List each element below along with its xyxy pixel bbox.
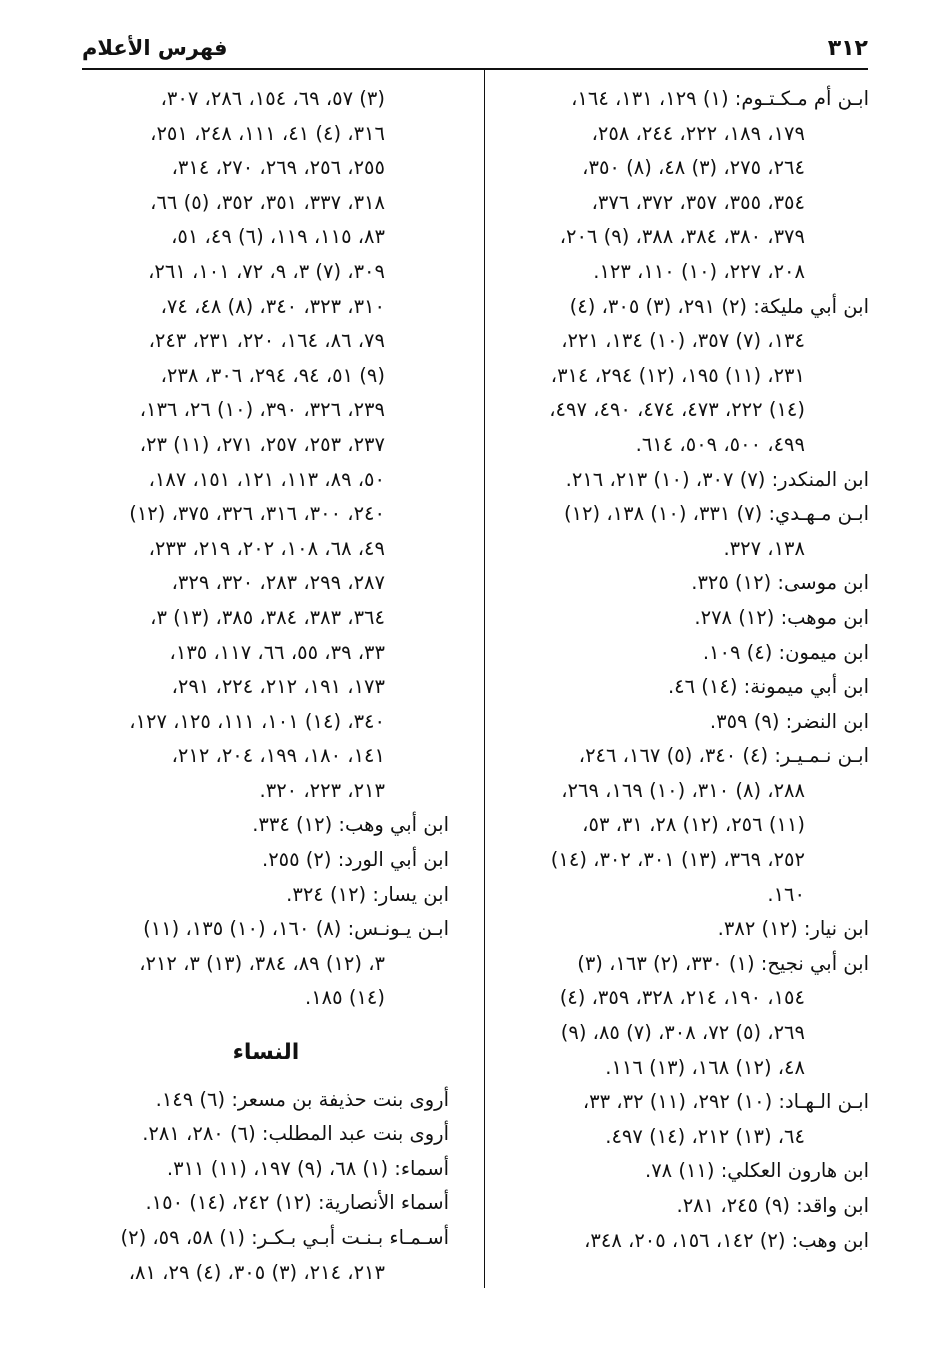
index-entry [491,82,869,290]
index-entry-line: ابن يسار: (١٢) ٣٢٤. [286,882,449,906]
index-entry-continuation: ٧٩، ٨٦، ١٦٤، ٢٢٠، ٢٣١، ٢٤٣، [148,329,385,353]
index-entry-continuation: ٣١٦، (٤) ٤١، ١١١، ٢٤٨، ٢٥١، [150,121,385,145]
index-entry-line: ابن هارون العكلي: (١١) ٧٨. [644,1159,869,1183]
index-entry-line: ابـن أم مـكـتـوم: (١) ١٢٩، ١٣١، ١٦٤، [571,87,869,110]
index-entry-continuation: ٢٨٨، (٨) ٣١٠، (١٠) ١٦٩، ٢٦٩، [561,778,805,802]
index-entry [83,1083,449,1118]
index-entry [491,566,869,601]
index-entry-continuation: ٢٨٧، ٢٩٩، ٢٨٣، ٣٢٠، ٣٢٩، [171,571,385,595]
index-entry-continuation: (٩) ٥١، ٩٤، ٢٩٤، ٣٠٦، ٢٣٨، [160,363,385,387]
index-entry [491,1189,869,1224]
index-entry [491,463,869,498]
index-entry-continuation: ٢٣١، (١١) ١٩٥، (١٢) ٢٩٤، ٣١٤، [550,363,805,387]
index-entry-line: ابن ميمون: (٤) ١٠٩. [702,640,869,664]
index-column-left [83,82,449,1290]
index-entry [491,705,869,740]
index-column-right [491,82,869,1258]
index-entry-line: أروى بنت عبد المطلب: (٦) ٢٨٠، ٢٨١. [142,1122,449,1146]
page-header [82,28,868,70]
index-entry-continuation: ٢٣٩، ٣٢٦، ٣٩٠، (١٠) ٢٦، ١٣٦، [139,398,385,422]
index-entry-continuation: ٣١٨، ٣٣٧، ٣٥١، ٣٥٢، (٥) ٦٦، [150,190,385,214]
index-entry-continuation: ٣، (١٢) ٨٩، ٣٨٤، (١٣) ٣، ٢١٢، [139,951,385,975]
index-entry [83,878,449,913]
index-entry [491,1224,869,1259]
index-entry-line: ابن موسى: (١٢) ٣٢٥. [691,571,869,595]
index-entry-line: ابن نيار: (١٢) ٣٨٢. [717,917,869,941]
index-entry-continuation: ٣١٠، ٣٢٣، ٣٤٠، (٨) ٤٨، ٧٤، [160,294,385,318]
page-number: ٣١٢ [827,35,868,61]
index-entry [491,636,869,671]
index-entry-line: ابن أبي وهب: (١٢) ٣٣٤. [252,813,449,837]
index-entry-continuation: ٣٣، ٣٩، ٥٥، ٦٦، ١١٧، ١٣٥، [169,640,385,664]
index-entry [491,947,869,1085]
section-heading-women: النساء [232,1040,300,1066]
index-entry-line: ابـن يـونـس: (٨) ١٦٠، (١٠) ١٣٥، (١١) [143,917,449,941]
index-entry-continuation: ٢٥٢، ٣٦٩، (١٣) ٣٠١، ٣٠٢، (١٤) [550,848,805,872]
index-entry [491,1085,869,1154]
index-entry-continuation: (١٤) ٢٢٢، ٤٧٣، ٤٧٤، ٤٩٠، ٤٩٧، [549,398,805,422]
index-entry-line: ابن المنكدر: (٧) ٣٠٧، (١٠) ٢١٣، ٢١٦. [565,467,869,491]
index-entry-continuation: ٣٥٤، ٣٥٥، ٣٥٧، ٣٧٢، ٣٧٦، [591,190,805,214]
index-entry-continuation: ٣٠٩، (٧) ٣، ٩، ٧٢، ١٠١، ٢٦١، [148,259,385,283]
index-entry-continuation: (١١) ٢٥٦، (١٢) ٢٨، ٣١، ٥٣، [582,813,805,837]
column-divider [484,70,485,1288]
index-entry-continuation: ٢٣٧، ٢٥٣، ٢٥٧، ٢٧١، (١١) ٢٣، [139,432,385,456]
index-entry-continuation: ٢٥٥، ٢٥٦، ٢٦٩، ٢٧٠، ٣١٤، [171,156,385,180]
index-entry-line: ابـن مـهـدي: (٧) ٣٣١، (١٠) ١٣٨، (١٢) [563,502,869,526]
index-entries-men-continued [83,82,449,1016]
index-entry [83,843,449,878]
index-entry [491,497,869,566]
index-entry-line: أروى بنت حذيفة بن مسعر: (٦) ١٤٩. [155,1087,449,1111]
index-entry-continuation: ٢٠٨، ٢٢٧، (١٠) ١١٠، ١٢٣. [593,259,805,283]
index-entry-continuation: ٥٠، ٨٩، ١١٣، ١٢١، ١٥١، ١٨٧، [148,467,385,491]
index-entry-continuation: ٢١٣، ٢١٤، (٣) ٣٠٥، (٤) ٢٩، ٨١، [128,1260,385,1284]
index-entry [83,1186,449,1221]
index-entry [491,912,869,947]
index-entry [491,601,869,636]
index-entry-continuation: ٨٣، ١١٥، ١١٩، (٦) ٤٩، ٥١، [171,225,385,249]
running-title: فهرس الأعلام [82,36,228,60]
index-entry-continuation: ٢٦٩، (٥) ٧٢، ٣٠٨، (٧) ٨٥، (٩) [560,1021,805,1045]
index-entry-line: ابن موهب: (١٢) ٢٧٨. [694,605,869,629]
index-entry-continuation: ١٧٣، ١٩١، ٢١٢، ٢٢٤، ٢٩١، [171,675,385,699]
index-entry-line: ابن أبي مليكة: (٢) ٢٩١، (٣) ٣٠٥، (٤) [569,294,869,318]
index-entry-line: أسماء الأنصارية: (١٢) ٢٤٢، (١٤) ١٥٠. [145,1191,449,1215]
index-entry [491,670,869,705]
index-entry-continuation: ٤٩، ٦٨، ١٠٨، ٢٠٢، ٢١٩، ٢٣٣، [148,536,385,560]
index-entry-line: ابن واقد: (٩) ٢٤٥، ٢٨١. [676,1194,869,1217]
index-entry-line: أسـمـاء بـنـت أبـي بـكـر: (١) ٥٨، ٥٩، (٢) [120,1226,449,1249]
index-entry-continuation: ١٣٨، ٣٢٧. [723,536,805,560]
index-entry [491,739,869,912]
index-entry-continuation: ٤٩٩، ٥٠٠، ٥٠٩، ٦١٤. [635,432,805,456]
index-entry [83,82,449,808]
index-entry-continuation: ١٧٩، ١٨٩، ٢٢٢، ٢٤٤، ٢٥٨، [591,121,805,145]
index-entries-women [83,1083,449,1291]
index-entry [491,1154,869,1189]
index-entry-line: ابـن نـمـيـر: (٤) ٣٤٠، (٥) ١٦٧، ٢٤٦، [578,744,869,768]
index-entry-continuation: ٦٤، (١٣) ٢١٢، (١٤) ٤٩٧. [605,1124,805,1148]
index-entry-line: ابن أبي ميمونة: (١٤) ٤٦. [667,675,869,699]
index-entry-continuation: ٢٦٤، ٢٧٥، (٣) ٤٨، (٨) ٣٥٠، [582,156,805,180]
index-entry-continuation: ١٣٤، (٧) ٣٥٧، (١٠) ١٣٤، ٢٢١، [561,329,805,353]
index-entry-line: ابن أبي نجيح: (١) ٣٣٠، (٢) ١٦٣، (٣) [577,951,869,975]
index-entry-line: ابن أبي الورد: (٢) ٢٥٥. [261,848,449,872]
index-entry [83,1221,449,1290]
index-entry-continuation: ٢١٣، ٢٢٣، ٣٢٠. [259,778,385,802]
index-entry [491,290,869,463]
index-entry-continuation: (٣) ٥٧، ٦٩، ١٥٤، ٢٨٦، ٣٠٧، [160,87,385,110]
index-entry-line: ابـن الـهـاد: (١٠) ٢٩٢، (١١) ٣٢، ٣٣، [582,1090,869,1114]
index-entry-line: ابن النضر: (٩) ٣٥٩. [709,709,869,733]
index-entry-continuation: ٣٤٠، (١٤) ١٠١، ١١١، ١٢٥، ١٢٧، [129,709,385,733]
index-entry-continuation: ٤٨، (١٢) ١٦٨، (١٣) ١١٦. [605,1055,805,1079]
index-entry-continuation: ٣٧٩، ٣٨٠، ٣٨٤، ٣٨٨، (٩) ٢٠٦، [559,225,805,249]
index-entry-continuation: ٢٤٠، ٣٠٠، ٣١٦، ٣٢٦، ٣٧٥، (١٢) [129,502,385,526]
index-entry-continuation: ٣٦٤، ٣٨٣، ٣٨٤، ٣٨٥، (١٣) ٣، [150,605,385,629]
index-entry-line: أسماء: (١) ٦٨، (٩) ١٩٧، (١١) ٣١١. [166,1156,449,1180]
index-entry-continuation: (١٤) ١٨٥. [305,986,385,1010]
index-entry-line: ابن وهب: (٢) ١٤٢، ١٥٦، ٢٠٥، ٣٤٨، [584,1228,869,1252]
index-entry-continuation: ١٦٠. [767,882,805,906]
index-entry [83,808,449,843]
index-entry [83,1152,449,1187]
index-entry [83,1117,449,1152]
index-entry-continuation: ١٥٤، ١٩٠، ٢١٤، ٣٢٨، ٣٥٩، (٤) [559,986,805,1010]
index-entry-continuation: ١٤١، ١٨٠، ١٩٩، ٢٠٤، ٢١٢، [171,744,385,768]
index-entry [83,912,449,1016]
